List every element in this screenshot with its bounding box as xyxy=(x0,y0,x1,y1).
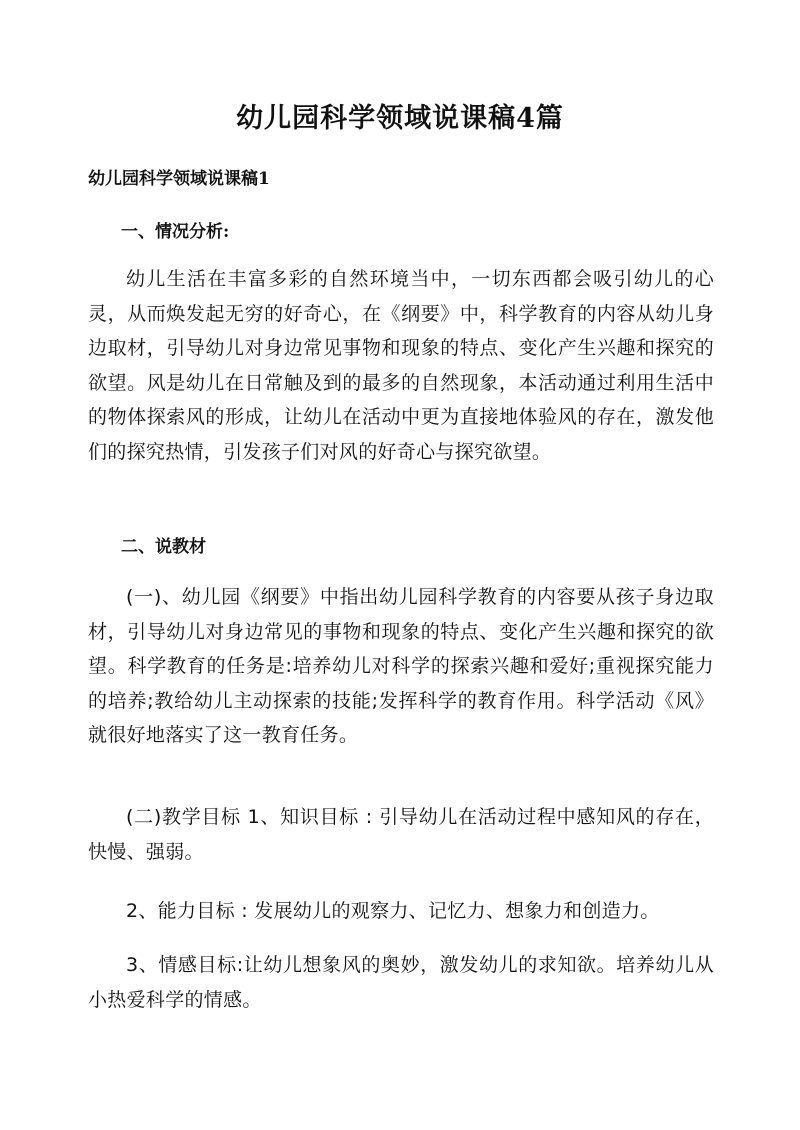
heading-situation-analysis: 一、情况分析: xyxy=(121,222,230,242)
paragraph-teaching-material: (一)、幼儿园《纲要》中指出幼儿园科学教育的内容要从孩子身边取材，引导幼儿对身边常见的事物和现象的特点、变化产生兴趣和探究的欲望。科学教育的任务是:培养幼儿对科学的探索兴趣和爱好;重视探究能力的培养;教给幼儿主动探索的技能;发挥科学的教育作用。科学活动《风》就很好地落实了这一教育任务。 xyxy=(88,586,714,747)
document-title: 幼儿园科学领域说课稿4篇 xyxy=(236,103,564,134)
paragraph-ability-goal: 2、能力目标 : 发展幼儿的观察力、记忆力、想象力和创造力。 xyxy=(126,900,660,922)
section-title: 幼儿园科学领域说课稿1 xyxy=(88,169,270,189)
heading-teaching-material: 二、说教材 xyxy=(121,537,206,557)
paragraph-knowledge-goal: (二)教学目标 1、知识目标 : 引导幼儿在活动过程中感知风的存在，快慢、强弱。 xyxy=(88,806,714,863)
paragraph-emotion-goal: 3、情感目标:让幼儿想象风的奥妙，激发幼儿的求知欲。培养幼儿从小热爱科学的情感。 xyxy=(88,954,714,1011)
paragraph-situation-analysis: 幼儿生活在丰富多彩的自然环境当中，一切东西都会吸引幼儿的心灵，从而焕发起无穷的好奇心，在《纲要》中，科学教育的内容从幼儿身边取材，引导幼儿对身边常见事物和现象的特点、变化产生兴趣和探究的欲望。风是幼儿在日常触及到的最多的自然现象，本活动通过利用生活中的物体探索风的形成，让幼儿在活动中更为直接地体验风的存在，激发他们的探究热情，引发孩子们对风的好奇心与探究欲望。 xyxy=(88,268,714,463)
